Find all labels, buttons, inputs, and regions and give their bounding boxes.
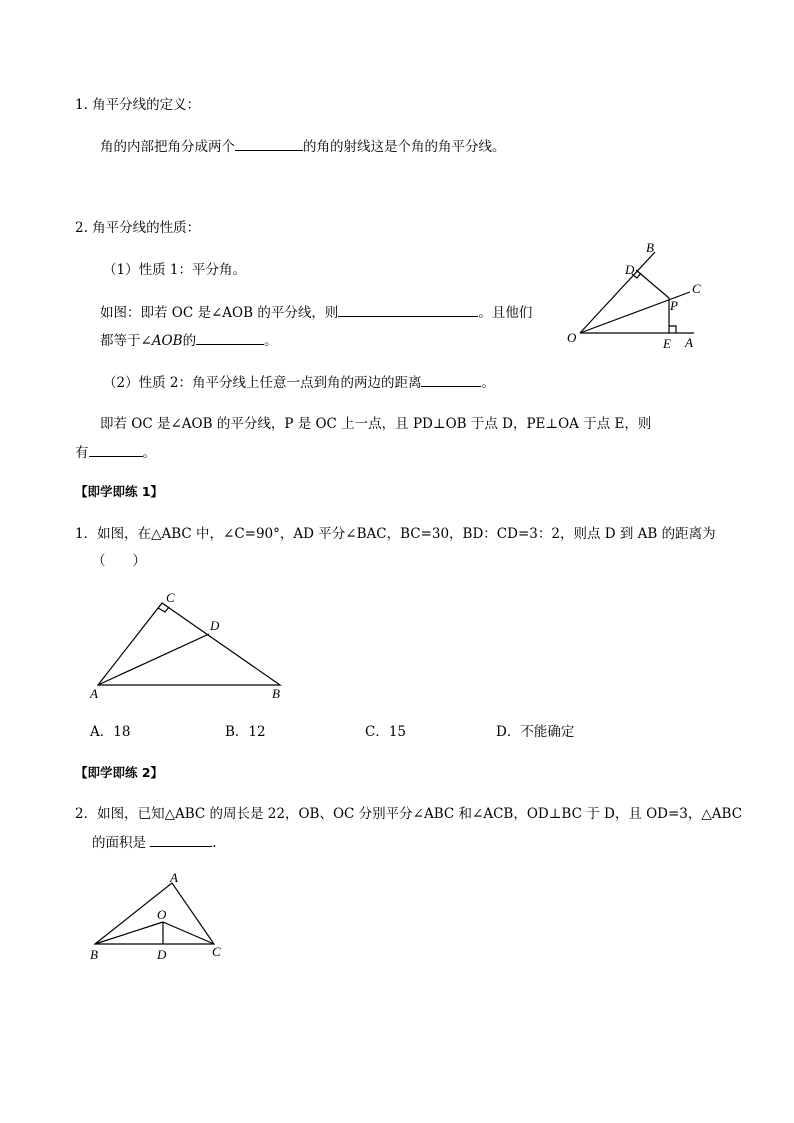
definition-line — [100, 136, 506, 157]
figure2-label-b: B — [272, 686, 280, 701]
right-angle-mark-c — [158, 607, 169, 612]
property2-blank[interactable] — [421, 372, 481, 387]
practice2-question-line2 — [92, 832, 217, 853]
property2-text-before: （2）性质 2：角平分线上任意一点到角的两边的距离 — [103, 375, 422, 391]
practice2-area-blank[interactable] — [150, 832, 212, 847]
segment-ad — [98, 634, 209, 685]
practice2-line2-after: . — [212, 835, 217, 851]
example2-line2-before: 有 — [75, 445, 89, 461]
example1-blank-half-angle[interactable] — [196, 330, 264, 345]
figure1-label-b: B — [646, 240, 654, 255]
example2-line2-after: 。 — [142, 445, 156, 461]
option-c[interactable]: C．15 — [365, 724, 407, 740]
definition-text-before: 角的内部把角分成两个 — [100, 139, 235, 155]
definition-text-after: 的角的射线这是个角的角平分线。 — [303, 139, 506, 155]
option-d[interactable]: D．不能确定 — [496, 724, 575, 740]
triangle-abc-2 — [95, 883, 214, 944]
example1-line2-after: 的 — [182, 333, 197, 349]
example1-text-part1: 如图：即若 OC 是∠AOB 的平分线，则 — [100, 305, 339, 321]
definition-blank[interactable] — [235, 136, 303, 151]
practice2-title: 【即学即练 2】 — [75, 765, 164, 780]
practice1-title: 【即学即练 1】 — [75, 484, 164, 499]
figure2-label-c: C — [166, 590, 175, 605]
example2-line2 — [75, 442, 156, 463]
figure3-label-o: O — [157, 907, 167, 922]
example1-line1 — [100, 302, 532, 323]
option-a[interactable]: A．18 — [90, 724, 131, 740]
right-angle-mark-d — [632, 273, 641, 278]
figure3-label-c: C — [212, 944, 221, 959]
figure2-label-a: A — [90, 686, 98, 701]
example1-line2-end: 。 — [264, 333, 278, 349]
figure1-label-d: D — [625, 262, 635, 277]
ray-oc — [580, 292, 690, 333]
figure1-label-o: O — [567, 330, 577, 345]
property2-text-after: 。 — [481, 375, 495, 391]
example1-blank-equal-angles[interactable] — [338, 302, 478, 317]
section1-heading: 1. 角平分线的定义： — [75, 97, 201, 113]
property2-line — [103, 372, 495, 393]
figure1-label-a: A — [685, 335, 693, 350]
figure2-label-d: D — [210, 618, 220, 633]
practice1-question-line1: 1．如图，在△ABC 中，∠C=90°，AD 平分∠BAC，BC=30，BD：CD=3：2，则点 D 到 AB 的距离为 — [75, 526, 716, 542]
option-b[interactable]: B．12 — [225, 724, 266, 740]
ray-ob — [580, 252, 655, 333]
example1-line2-before: 都等于∠ — [100, 333, 152, 349]
figure3-label-b: B — [90, 947, 98, 962]
figure1-label-c: C — [692, 281, 701, 296]
section2-heading: 2. 角平分线的性质： — [75, 220, 201, 236]
practice2-question-line1: 2．如图，已知△ABC 的周长是 22，OB、OC 分别平分∠ABC 和∠ACB，OD⊥BC 于 D，且 OD=3，△ABC — [75, 806, 743, 822]
right-angle-mark-e — [669, 326, 676, 333]
example2-line1: 即若 OC 是∠AOB 的平分线，P 是 OC 上一点，且 PD⊥OB 于点 D，PE⊥OA 于点 E，则 — [100, 416, 652, 432]
property1-label: （1）性质 1：平分角。 — [103, 262, 246, 278]
example1-line2 — [100, 330, 278, 351]
figure1-label-e: E — [663, 336, 671, 351]
figure3-label-d: D — [157, 947, 167, 962]
example1-line2-italic: AOB — [151, 333, 183, 349]
segment-pd — [636, 270, 669, 298]
segment-ob — [95, 922, 163, 944]
example1-text-part2: 。且他们 — [478, 305, 533, 321]
figure3-label-a: A — [170, 870, 178, 885]
practice2-line2-before: 的面积是 — [92, 835, 151, 851]
practice1-question-line2: （ ） — [92, 553, 146, 569]
example2-blank[interactable] — [89, 442, 143, 457]
segment-oc — [163, 922, 214, 944]
figure1-label-p: P — [670, 298, 678, 313]
triangle-abc-1 — [98, 603, 280, 685]
